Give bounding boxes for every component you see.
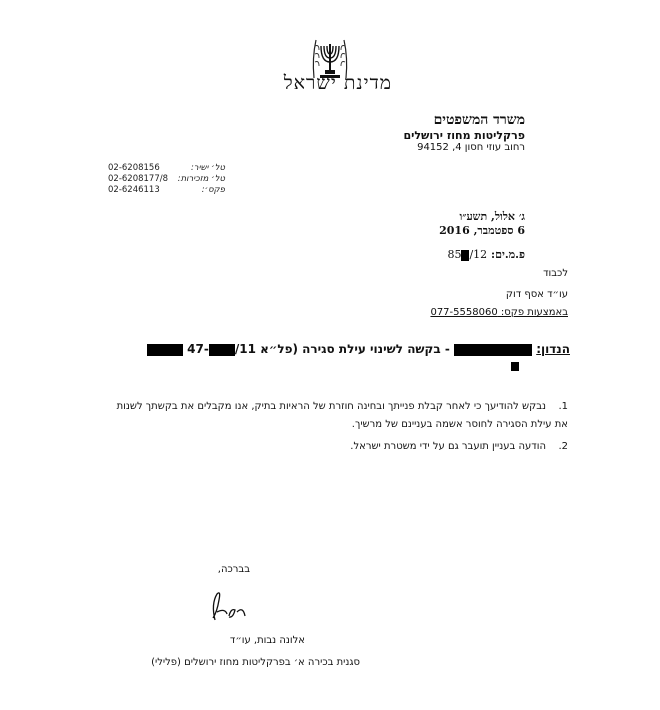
contact-number: 02-6246113 xyxy=(108,185,160,195)
closing-greeting: בברכה, xyxy=(217,564,250,575)
recipient-name: עו״ד אסף דוק xyxy=(505,289,568,300)
signer-name: אלונה נבות, עו״ד xyxy=(229,635,305,646)
gregorian-date: 6 ספטמבר, 2016 xyxy=(439,224,525,237)
contact-row-direct xyxy=(108,163,225,174)
paragraph-2 xyxy=(108,438,568,456)
contact-number: 02-6208156 xyxy=(108,163,160,173)
contact-label: טל׳ ישיר: xyxy=(190,163,225,173)
contact-row-secretary xyxy=(108,174,225,185)
subject-label: הנדון: xyxy=(536,342,570,356)
subject-text: - בקשה לשינוי עילת סגירה (פל״א 11/ xyxy=(234,342,450,356)
paragraph-number: 2. xyxy=(558,441,568,452)
office-address: רחוב עוזי חסון 4, 94152 xyxy=(417,142,525,153)
contact-row-fax xyxy=(108,185,225,196)
reference-number-part: 85 xyxy=(447,248,462,261)
paragraph-number: 1. xyxy=(558,401,568,412)
paragraph-text: הודעה בעניין תועבר גם על ידי משטרת ישראל. xyxy=(350,441,546,452)
handwritten-signature-icon xyxy=(205,590,251,624)
subject-line xyxy=(147,342,570,356)
reference-number-part: 12/ xyxy=(469,248,488,261)
recipient-fax: באמצעות פקס: 077-5558060 xyxy=(430,307,568,318)
redaction-bar xyxy=(209,344,235,356)
reference-label: פ.מ.ים: xyxy=(491,248,525,261)
contact-number: 02-6208177/8 xyxy=(108,174,169,184)
subject-suffix: -47 xyxy=(187,342,209,356)
redaction-bar xyxy=(454,344,532,356)
ministry-name: משרד המשפטים xyxy=(433,112,525,128)
contact-block xyxy=(108,163,225,196)
recipient-honorific: לכבוד xyxy=(543,268,568,279)
signer-title: סגנית בכירה א׳ בפרקליטות מחוז ירושלים (פלילי) xyxy=(151,657,360,668)
office-name: פרקליטות מחוז ירושלים xyxy=(403,129,525,142)
hebrew-date: ג׳ אלול, תשע״ו xyxy=(459,210,525,223)
state-name: מדינת ישראל xyxy=(283,72,392,94)
redaction-bar xyxy=(511,362,519,371)
file-reference xyxy=(447,248,525,261)
paragraph-text: נבקש להודיעך כי לאחר קבלת פנייתך ובחינה חוזרת של הראיות בתיק, אנו מקבלים את בקשתך לשנות את עילת הסגירה לחוסר אשמה בעניינם של מרשיך. xyxy=(116,401,568,430)
contact-label: פקס׳: xyxy=(201,185,225,195)
redaction-bar xyxy=(147,344,183,356)
contact-label: טל׳ מזכירות: xyxy=(177,174,225,184)
paragraph-1 xyxy=(108,398,568,434)
